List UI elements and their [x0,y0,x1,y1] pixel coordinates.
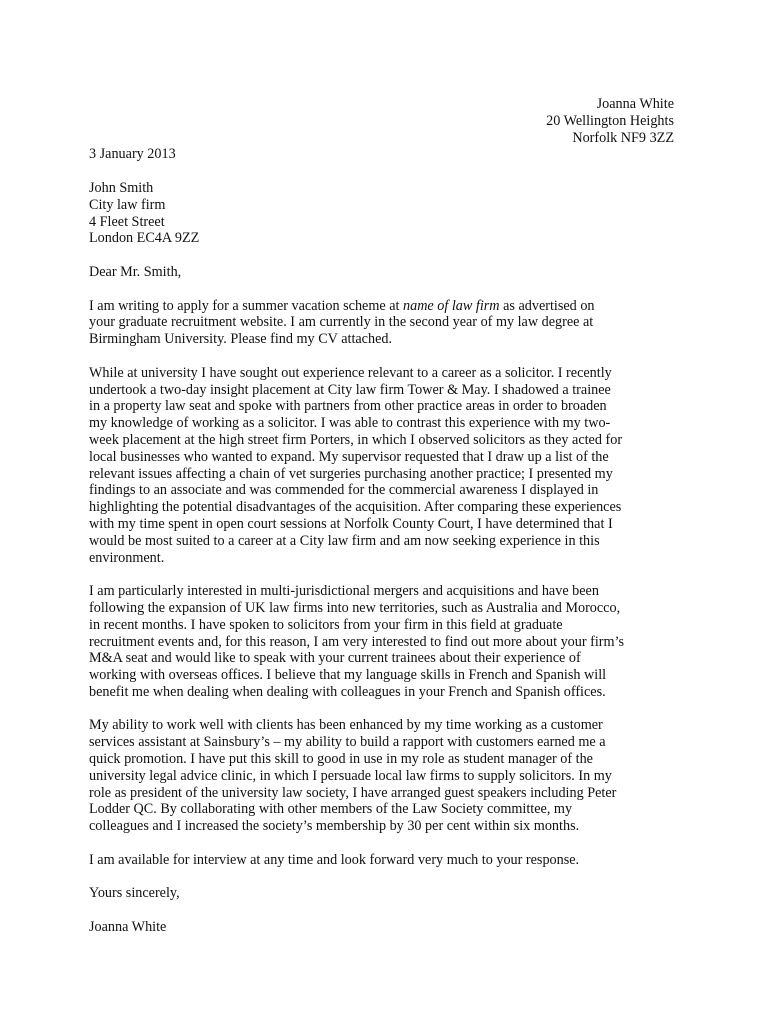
paragraph-line: While at university I have sought out experience relevant to a career as a solicitor. I recently [89,364,612,381]
sender-name: Joanna White [596,96,674,112]
cover-letter [89,96,677,936]
paragraph-line: Birmingham University. Please find my CV attached. [89,331,393,348]
paragraph-line: week placement at the high street firm Porters, in which I observed solicitors as they acted for [89,431,623,448]
paragraph-line: role as president of the university law society, I have arranged guest speakers including Peter [89,784,617,801]
sender-address-line-1: 20 Wellington Heights [546,112,674,129]
paragraph-line: quick promotion. I have put this skill to good in use in my role as student manager of the [89,751,593,768]
paragraph-line: My ability to work well with clients has been enhanced by my time working as a customer [89,717,603,734]
paragraph-line: colleagues and I increased the society’s membership by 30 per cent within six months. [89,818,580,835]
paragraph-interests [89,583,677,701]
paragraph-skills [89,717,677,835]
paragraph-line: would be most suited to a career at a City law firm and am now seeking experience in this [89,532,600,549]
recipient-company: City law firm [89,196,166,213]
salutation: Dear Mr. Smith, [89,263,182,280]
paragraph-intro [89,298,677,348]
recipient-street: 4 Fleet Street [89,213,165,230]
paragraph-line [89,298,677,315]
paragraph-line: I am available for interview at any time and look forward very much to your response. [89,851,580,868]
recipient-city: London EC4A 9ZZ [89,230,200,247]
paragraph-line: findings to an associate and was commended for the commercial awareness I displayed in [89,482,599,499]
paragraph-line: in a property law seat and spoke with partners from other practice areas in order to broaden [89,398,607,415]
paragraph-line: highlighting the potential disadvantages of the acquisition. After comparing these experiences [89,499,622,516]
paragraph-line: following the expansion of UK law firms into new territories, such as Australia and Morocco, [89,599,621,616]
paragraph-line: services assistant at Sainsbury’s – my ability to build a rapport with customers earned me a [89,734,606,751]
paragraph-text: as advertised on [499,297,595,314]
letter-date: 3 January 2013 [89,146,176,163]
paragraph-line: local businesses who wanted to expand. My supervisor requested that I draw up a list of the [89,448,609,465]
paragraph-line: in recent months. I have spoken to solicitors from your firm in this field at graduate [89,616,563,633]
paragraph-line: your graduate recruitment website. I am currently in the second year of my law degree at [89,314,594,331]
paragraph-line: environment. [89,549,165,566]
recipient-name: John Smith [89,179,154,196]
paragraph-line: M&A seat and would like to speak with your current trainees about their experience of [89,650,581,667]
law-firm-placeholder: name of law firm [403,297,500,314]
paragraph-line: I am particularly interested in multi-jurisdictional mergers and acquisitions and have been [89,583,599,600]
paragraph-experience [89,365,677,567]
paragraph-line: Lodder QC. By collaborating with other members of the Law Society committee, my [89,801,573,818]
paragraph-line: university legal advice clinic, in which I persuade local law firms to supply solicitors. In my [89,767,612,784]
paragraph-availability [89,852,677,869]
paragraph-line: undertook a two-day insight placement at City law firm Tower & May. I shadowed a trainee [89,381,611,398]
paragraph-line: recruitment events and, for this reason, I am very interested to find out more about your firm’s [89,633,625,650]
signature-name: Joanna White [89,919,167,936]
sender-address [89,96,674,146]
recipient-address [89,180,677,247]
paragraph-line: benefit me when dealing when dealing with colleagues in your French and Spanish offices. [89,683,606,700]
paragraph-line: working with overseas offices. I believe that my language skills in French and Spanish will [89,667,607,684]
paragraph-line: relevant issues affecting a chain of vet surgeries purchasing another practice; I presented my [89,465,613,482]
paragraph-text: I am writing to apply for a summer vacation scheme at [89,297,403,314]
closing: Yours sincerely, [89,885,180,902]
paragraph-line: my knowledge of working as a solicitor. I was able to contrast this experience with my two- [89,415,611,432]
paragraph-line: with my time spent in open court sessions at Norfolk County Court, I have determined that I [89,515,613,532]
sender-address-line-2: Norfolk NF9 3ZZ [572,129,674,146]
